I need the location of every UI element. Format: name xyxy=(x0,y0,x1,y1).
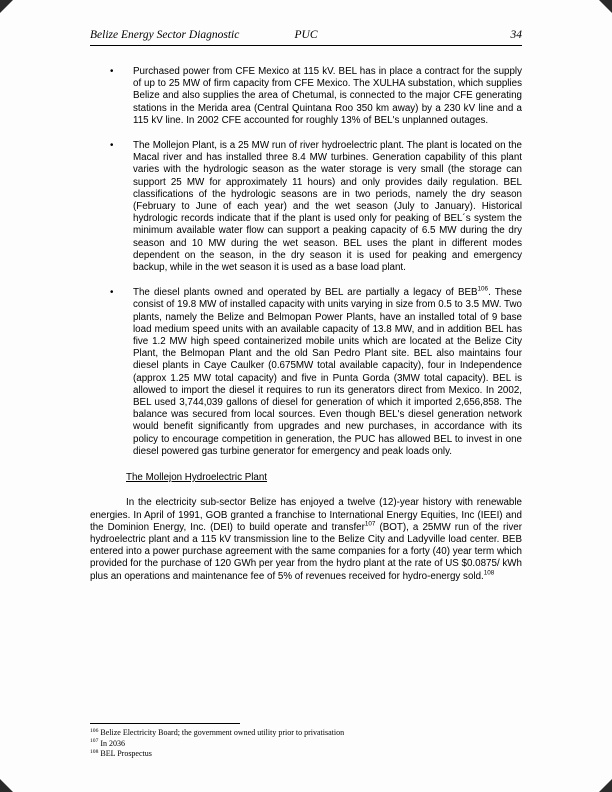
bullet-icon: • xyxy=(110,66,114,77)
footnote-text: Belize Electricity Board; the government owned utility prior to privatisation xyxy=(100,728,345,738)
section-heading-mollejon: The Mollejon Hydroelectric Plant xyxy=(126,472,268,484)
page-header xyxy=(90,28,522,42)
paragraph-text: In the electricity sub-sector Belize has enjoyed a twelve (12)-year history with renewable energies. In April of 1991, GOB granted a franchise to International Energy Equities, Inc (IEEI) and the Dominion Energy, Inc. (DEI) to build operate and transfer xyxy=(90,497,522,533)
bullet-diesel-plants xyxy=(90,287,522,458)
crop-mark-top-right-icon xyxy=(599,0,612,13)
footnotes-section xyxy=(90,723,522,760)
header-document-title: Belize Energy Sector Diagnostic xyxy=(90,29,240,41)
crop-mark-bottom-left-icon xyxy=(0,779,13,792)
footnote-number: 108 xyxy=(90,748,99,755)
crop-mark-top-left-icon xyxy=(0,0,13,13)
footnote-divider xyxy=(90,723,240,724)
footnote-text: BEL Prospectus xyxy=(100,749,152,759)
bullet-text: The Mollejon Plant, is a 25 MW run of river hydroelectric plant. The plant is located on the Macal river and has installed three 8.4 MW turbines. Generation capability of this plant varies with the hydrologic season as the water storage is very small (the storage can support 25 MW for approximately 11 hours) and only provides daily regulation. BEL classifications of the hydrologic seasons are in two periods, namely the dry season (February to June of each year) and the wet season (July to January). Historical hydrologic records indicate that if the plant is used only for peaking of BEL´s system the minimum available water flow can support a peaking capacity of 6.5 MW during the dry season and 10 MW during the wet season. BEL uses the plant in different modes dependent on the season, in the dry season it is used for peaking and emergency backup, while in the wet season it is used as a base load plant. xyxy=(133,140,522,274)
crop-mark-bottom-right-icon xyxy=(599,779,612,792)
paragraph-text: (BOT), a 25MW run of the river hydroelectric plant and a 115 kV transmission line to the Belize City and Ladyville load center. BEB entered into a power purchase agreement with the same companies for a forty (40) year term which provided for the purchase of 120 GWh per year from the hydro plant at the rate of US $0.0875/ kWh plus an operations and maintenance fee of 5% of revenues received for hydro-energy sold. xyxy=(90,521,522,582)
bullet-text: The diesel plants owned and operated by BEL are partially a legacy of BEB xyxy=(133,287,478,299)
footnote-106 xyxy=(90,728,522,739)
bullet-icon: • xyxy=(110,140,114,152)
bullet-mollejon-plant xyxy=(90,140,522,274)
header-divider xyxy=(90,45,522,46)
bullet-icon: • xyxy=(110,287,114,299)
footnote-number: 106 xyxy=(90,727,99,734)
paragraph-renewable-history xyxy=(90,497,522,582)
bullet-text: Purchased power from CFE Mexico at 115 kV. BEL has in place a contract for the supply of up to 25 MW of firm capacity from CFE Mexico. The XULHA substation, which supplies Belize and also supplies the area of Chetumal, is connected to the major CFE generating stations in the Merida area (Central Quintana Roo 350 km away) by a 230 kV line and a 115 kV line. In 2002 CFE accounted for roughly 13% of BEL's unplanned outages. xyxy=(133,66,522,126)
footnote-number: 107 xyxy=(90,738,99,745)
footnote-108 xyxy=(90,749,522,760)
footnote-107 xyxy=(90,739,522,750)
header-section-label: PUC xyxy=(294,29,318,41)
bullet-cfe-purchased-power xyxy=(90,66,522,127)
bullet-text: . These consist of 19.8 MW of installed capacity with units varying in size from 0.5 to 3.5 MW. Two plants, namely the Belize and Belmopan Power Plants, have an installed total of 9 base load medium speed units with an available capacity of 13.8 MW, and in addition BEL has five 1.2 MW high speed containerized mobile units which are located at the Belize City Plant, the Belmopan Plant and the old San Pedro Plant site. BEL also maintains four diesel plants in Caye Caulker (0.675MW total available capacity), four in Independence (approx 1.25 MW total capacity) and five in Punta Gorda (3MW total capacity). BEL is allowed to import the diesel it requires to run its generators direct from Mexico. In 2002, BEL used 3,744,039 gallons of diesel for generation of which it imported 2,656,858. The balance was secured from local sources. Even though BEL's diesel generation network would benefit significantly from upgrades and new purchases, in accordance with its policy to encourage competition in generation, the PUC has allowed BEL to invest in one diesel powered gas turbine generator for emergency and peak loads only. xyxy=(133,287,522,457)
footnote-text: In 2036 xyxy=(100,738,126,748)
footnote-ref-108: 108 xyxy=(483,569,495,577)
footnote-ref-107: 107 xyxy=(364,520,376,528)
header-page-number: 34 xyxy=(510,29,522,41)
footnote-ref-106: 106 xyxy=(477,285,489,293)
